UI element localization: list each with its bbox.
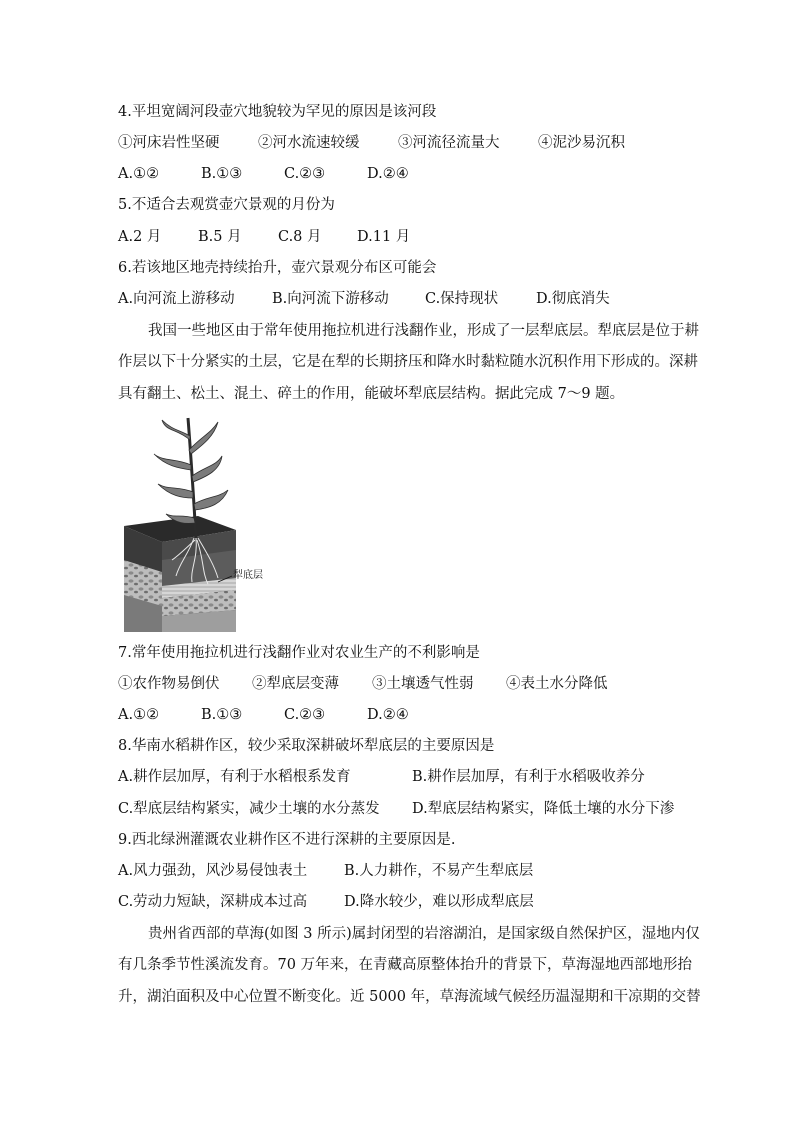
question-7-option-b: B.①③ (201, 707, 243, 723)
question-4-option-c: C.②③ (284, 166, 326, 182)
question-7-stem: 7.常年使用拖拉机进行浅翻作业对农业生产的不利影响是 (118, 645, 480, 661)
question-4-item-2: ②河水流速较缓 (258, 135, 360, 151)
passage-2-line-3: 升，湖泊面积及中心位置不断变化。近 5000 年，草海流域气候经历温湿期和干凉期的交替 (118, 989, 701, 1005)
question-9-stem: 9.西北绿洲灌溉农业耕作区不进行深耕的主要原因是. (118, 832, 456, 848)
question-4-item-4: ④泥沙易沉积 (538, 135, 625, 151)
question-9-option-d: D.降水较少，难以形成犁底层 (344, 894, 534, 910)
question-7-option-c: C.②③ (284, 707, 326, 723)
passage-2-line-2: 有几条季节性溪流发育。70 万年来，在青藏高原整体抬升的背景下，草海湿地西部地形抬 (118, 957, 693, 973)
passage-2-line-1: 贵州省西部的草海(如图 3 所示)属封闭型的岩溶湖泊，是国家级自然保护区，湿地内仅 (148, 926, 700, 942)
passage-1-line-2: 作层以下十分紧实的土层，它是在犁的长期挤压和降水时黏粒随水沉积作用下形成的。深耕 (118, 354, 698, 370)
question-6-option-d: D.彻底消失 (536, 291, 610, 307)
figure-layer-label: 犁底层 (233, 570, 263, 581)
question-9-option-b: B.人力耕作，不易产生犁底层 (344, 863, 534, 879)
question-7-item-1: ①农作物易倒伏 (118, 676, 220, 692)
question-8-option-a: A.耕作层加厚，有利于水稻根系发育 (118, 769, 351, 785)
question-8-option-b: B.耕作层加厚，有利于水稻吸收养分 (412, 769, 645, 785)
question-5-option-b: B.5 月 (198, 229, 242, 245)
question-4-option-d: D.②④ (367, 166, 409, 182)
question-5-option-c: C.8 月 (278, 229, 322, 245)
question-5-stem: 5.不适合去观赏壶穴景观的月份为 (118, 197, 335, 213)
question-7-option-d: D.②④ (367, 707, 409, 723)
question-7-item-2: ②犁底层变薄 (252, 676, 339, 692)
question-9-option-c: C.劳动力短缺，深耕成本过高 (118, 894, 308, 910)
question-8-stem: 8.华南水稻耕作区，较少采取深耕破坏犁底层的主要原因是 (118, 738, 495, 754)
question-6-option-a: A.向河流上游移动 (118, 291, 235, 307)
question-4-option-a: A.①② (118, 166, 160, 182)
question-4-stem: 4.平坦宽阔河段壶穴地貌较为罕见的原因是该河段 (118, 104, 437, 120)
question-9-option-a: A.风力强劲，风沙易侵蚀表土 (118, 863, 308, 879)
question-4-item-3: ③河流径流量大 (398, 135, 500, 151)
question-7-option-a: A.①② (118, 707, 160, 723)
question-5-option-a: A.2 月 (118, 229, 162, 245)
question-7-item-4: ④表土水分降低 (506, 676, 608, 692)
passage-1-line-3: 具有翻土、松土、混土、碎土的作用，能破坏犁底层结构。据此完成 7～9 题。 (118, 386, 625, 402)
question-6-stem: 6.若该地区地壳持续抬升，壶穴景观分布区可能会 (118, 260, 437, 276)
question-7-item-3: ③土壤透气性弱 (372, 676, 474, 692)
soil-profile-figure (118, 410, 288, 632)
soil-profile-illustration (118, 410, 288, 632)
question-5-option-d: D.11 月 (357, 229, 411, 245)
question-6-option-c: C.保持现状 (425, 291, 499, 307)
question-8-option-d: D.犁底层结构紧实，降低土壤的水分下渗 (412, 801, 675, 817)
question-4-option-b: B.①③ (201, 166, 243, 182)
question-6-option-b: B.向河流下游移动 (272, 291, 389, 307)
question-8-option-c: C.犁底层结构紧实，减少土壤的水分蒸发 (118, 801, 380, 817)
passage-1-line-1: 我国一些地区由于常年使用拖拉机进行浅翻作业，形成了一层犁底层。犁底层是位于耕 (148, 323, 699, 339)
question-4-item-1: ①河床岩性坚硬 (118, 135, 220, 151)
